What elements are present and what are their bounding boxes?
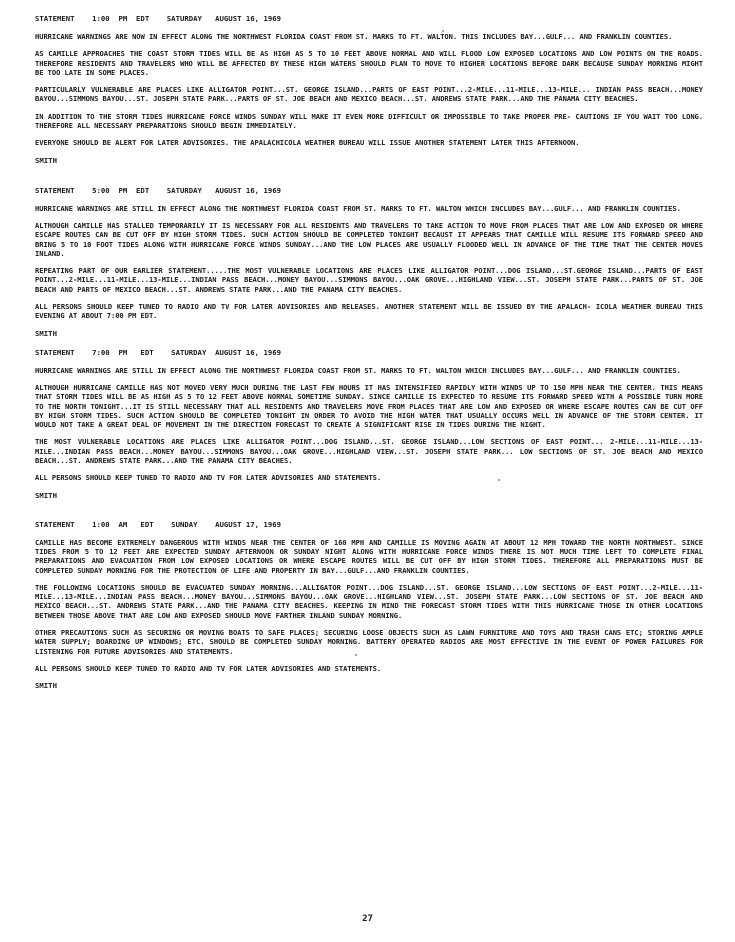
statement-header: STATEMENT 5:00 PM EDT SATURDAY AUGUST 16, 1969 [35, 185, 282, 195]
signature: SMITH [35, 490, 57, 500]
statement-paragraph: PARTICULARLY VULNERABLE ARE PLACES LIKE ALLIGATOR POINT...ST. GEORGE ISLAND...PARTS OF EAST POINT...2-MILE...11-MILE...13-MILE... INDIAN PASS BEACH...MONEY BAYOU...SIMMONS BAYOU...ST. JOSEPH STATE PARK...PARTS OF ST. JOE BEACH AND MEXICO BEACH...ST. ANDREWS STATE PARK...AND THE PANAMA CITY BEACHES. [35, 85, 703, 104]
statement-paragraph: ALTHOUGH CAMILLE HAS STALLED TEMPORARILY IT IS NECESSARY FOR ALL RESIDENTS AND TRAVELERS TO TAKE ACTION TO MOVE FROM PLACES THAT ARE LOW AND EXPOSED OR WHERE ESCAPE ROUTES CAN BE CUT OFF BY HIGH STORM TIDES. SUCH ACTION SHOULD BE COMPLETED TONIGHT BECAUST IT APPEARS THAT CAMILLE WILL RESUME ITS FORWARD SPEED AND BRING 5 TO 10 FOOT TIDES ALONG WITH HURRICANE FORCE WINDS SUNDAY...AND THE LOW PLACES ARE USUALLY FLOODED WELL IN ADVANCE OF THE TIME THAT THE CENTER MOVES INLAND. [35, 220, 703, 258]
statement-paragraph: HURRICANE WARNINGS ARE NOW IN EFFECT ALONG THE NORTHWEST FLORIDA COAST FROM ST. MARKS TO FT. WALTON. THIS INCLUDES BAY...GULF... AND FRANKLIN COUNTIES. [35, 32, 673, 41]
statement-paragraph: REPEATING PART OF OUR EARLIER STATEMENT.....THE MOST VULNERABLE LOCATIONS ARE PLACES LIKE ALLIGATOR POINT...DOG ISLAND...ST.GEORGE ISLAND...PARTS OF EAST POINT...2-MILE...11-MILE...13-MILE...INDIAN PASS BEACH...MONEY BAYOU...SIMMONS BAYOU...OAK GROVE...HIGHLAND VIEW...ST. JOSEPH STATE PARK...PARTS OF ST. JOE BEACH AND PARTS OF MEXICO BEACH...ST. ANDREWS STATE PARK...AND THE PANAMA CITY BEACHES. [35, 266, 703, 294]
statement-paragraph: ALL PERSONS SHOULD KEEP TUNED TO RADIO AND TV FOR LATER ADVISORIES AND RELEASES. ANOTHER STATEMENT WILL BE ISSUED BY THE APALACH- ICOLA WEATHER BUREAU THIS EVENING AT ABOUT 7:00 PM EDT. [35, 302, 703, 321]
statement-paragraph: THE FOLLOWING LOCATIONS SHOULD BE EVACUATED SUNDAY MORNING...ALLIGATOR POINT...DOG ISLAND...ST. GEORGE ISLAND...LOW SECTIONS OF EAST POINT...2-MILE...11-MILE...13-MILE...INDIAN PASS BEACH...MONEY BAYOU...SIMMONS BAYOU...OAK GROVE...HIGHLAND VIEW...ST. JOSEPH STATE PARK...LOW SECTIONS OF ST. JOE BEACH AND MEXICO BEACH...ST. ANDREWS STATE PARK...AND THE PANAMA CITY BEACHES. KEEPING IN MIND THE FORECAST STORM TIDES WITH THIS HURRICANE THOSE IN OTHER LOCATIONS BETWEEN THOSE ABOVE THAT ARE LOW AND EXPOSED SHOULD MOVE FARTHER INLAND SUNDAY MORNING. [35, 582, 703, 620]
statement-4 [35, 520, 703, 691]
statement-paragraph: ALL PERSONS SHOULD KEEP TUNED TO RADIO AND TV FOR LATER ADVISORIES AND STATEMENTS. [35, 663, 382, 673]
scan-speck [442, 30, 444, 32]
signature: SMITH [35, 681, 57, 691]
page-number: 27 [362, 914, 373, 924]
statement-paragraph: EVERYONE SHOULD BE ALERT FOR LATER ADVISORIES. THE APALACHICOLA WEATHER BUREAU WILL ISSUE ANOTHER STATEMENT LATER THIS AFTERNOON. [35, 138, 580, 148]
statement-3 [35, 348, 703, 500]
signature: SMITH [35, 155, 57, 165]
signature: SMITH [35, 328, 57, 338]
statement-paragraph: HURRICANE WARNINGS ARE STILL IN EFFECT ALONG THE NORTHWEST FLORIDA COAST FROM ST. MARKS TO FT. WALTON WHICH INCLUDES BAY...GULF... AND FRANKLIN COUNTIES. [35, 203, 681, 213]
statement-paragraph: HURRICANE WARNINGS ARE STILL IN EFFECT ALONG THE NORTHWEST FLORIDA COAST FROM ST. MARKS TO FT. WALTON WHICH INCLUDES BAY...GULF... AND FRANKLIN COUNTIES. [35, 365, 681, 375]
scan-speck [355, 654, 357, 656]
statement-paragraph: OTHER PRECAUTIONS SUCH AS SECURING OR MOVING BOATS TO SAFE PLACES; SECURING LOOSE OBJECTS SUCH AS LAWN FURNITURE AND TOYS AND TRASH CANS ETC; STORING AMPLE WATER SUPPLY; BOARDING UP WINDOWS; ETC. SHOULD BE COMPLETED SUNDAY MORNING. BATTERY OPERATED RADIOS ARE MOST EFFECTIVE IN THE EVENT OF POWER FAILURES FOR LISTENING FOR FUTURE ADVISORIES AND STATEMENTS. [35, 627, 703, 656]
statement-paragraph: CAMILLE HAS BECOME EXTREMELY DANGEROUS WITH WINDS NEAR THE CENTER OF 160 MPH AND CAMILLE IS MOVING AGAIN AT ABOUT 12 MPH TOWARD THE NORTH NORTHWEST. SINCE TIDES FROM 5 TO 12 FEET ARE EXPECTED SUNDAY AFTERNOON OR SUNDAY NIGHT ALONG WITH HURRICANE FORCE WINDS THERE IS NOT MUCH TIME LEFT TO COMPLETE FINAL PREPARATIONS AND EVACUATION FROM LOW EXPOSED LOCATIONS OR WHERE ESCAPE ROUTES WILL BE CUT OFF BY HIGH STORM TIDES. THEREFORE ALL PREPARATIONS MUST BE COMPLETED SUNDAY MORNING FOR THE PROTECTION OF LIFE AND PROPERTY IN BAY...GULF...AND FRANKLIN COUNTIES. [35, 537, 703, 575]
document-page [35, 14, 703, 690]
statement-paragraph: AS CAMILLE APPROACHES THE COAST STORM TIDES WILL BE AS HIGH AS 5 TO 10 FEET ABOVE NORMAL AND WILL FLOOD LOW EXPOSED LOCATIONS AND LOW POINTS ON THE ROADS. THEREFORE RESIDENTS AND TRAVELERS WHO WILL BE AFFECTED BY THESE HIGH WATERS SHOULD PLAN TO MOVE TO HIGHER LOCATIONS BEFORE DARK BECAUSE SUNDAY MORNING MIGHT BE TOO LATE IN SOME PLACES. [35, 49, 703, 77]
statement-paragraph: IN ADDITION TO THE STORM TIDES HURRICANE FORCE WINDS SUNDAY WILL MAKE IT EVEN MORE DIFFICULT OR IMPOSSIBLE TO TAKE PROPER PRE- CAUTIONS IF YOU WAIT TOO LONG. THEREFORE ALL NECESSARY PREPARATIONS SHOULD BEGIN IMMEDIATELY. [35, 111, 703, 131]
scan-speck [498, 479, 500, 481]
statement-2 [35, 186, 703, 338]
statement-paragraph: THE MOST VULNERABLE LOCATIONS ARE PLACES LIKE ALLIGATOR POINT...DOG ISLAND...ST. GEORGE ISLAND...LOW SECTIONS OF EAST POINT... 2-MILE...11-MILE...13-MILE...INDIAN PASS BEACH...MONEY BAYOU...SIMMONS BAYOU...OAK GROVE...HIGHLAND VIEW...ST. JOSEPH STATE PARK... LOW SECTIONS OF ST. JOE BEACH AND MEXICO BEACH...ST. ANDREWS STATE PARK...AND THE PANAMA CITY BEACHES. [35, 437, 703, 466]
statement-paragraph: ALL PERSONS SHOULD KEEP TUNED TO RADIO AND TV FOR LATER ADVISORIES AND STATEMENTS. [35, 473, 382, 483]
statement-header: STATEMENT 7:00 PM EDT SATURDAY AUGUST 16, 1969 [35, 347, 282, 357]
statement-header: STATEMENT 1:00 AM EDT SUNDAY AUGUST 17, 1969 [35, 519, 282, 529]
statement-paragraph: ALTHOUGH HURRICANE CAMILLE HAS NOT MOVED VERY MUCH DURING THE LAST FEW HOURS IT HAS INTENSIFIED RAPIDLY WITH WINDS UP TO 150 MPH NEAR THE CENTER. THIS MEANS THAT STORM TIDES WILL BE AS HIGH AS 5 TO 12 FEET ABOVE NORMAL SOMETIME SUNDAY. SINCE CAMILLE IS EXPECTED TO RESUME ITS FORWARD SPEED WITH A POSSIBLE TURN MORE TO THE NORTH TONIGHT...IT IS STILL NECESSARY THAT ALL RESIDENTS AND TRAVELERS MOVE FROM PLACES THAT ARE LOW AND EXPOSED OR WHERE ESCAPE ROUTES CAN BE CUT OFF BY HIGH STORM TIDES. SUCH ACTION SHOULD BE COMPLETED TONIGHT IN ORDER TO AVOID THE HIGH WATER THAT USUALLY OCCURS WELL IN ADVANCE OF THE STORM CENTER. IT WOULD NOT TAKE A GREAT DEAL OF MOVEMENT IN THE DIRECTION FORECAST TO CREATE A SIGNIFICANT RISE IN TIDES DURING THE NIGHT. [35, 382, 703, 430]
statement-1 [35, 14, 703, 165]
statement-header: STATEMENT 1:00 PM EDT SATURDAY AUGUST 16, 1969 [35, 14, 282, 23]
